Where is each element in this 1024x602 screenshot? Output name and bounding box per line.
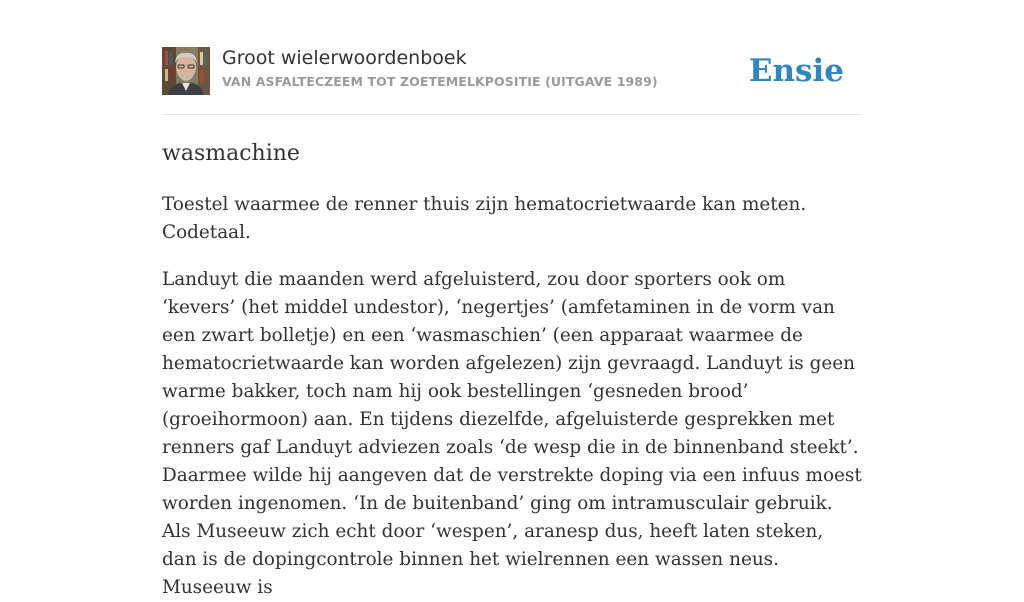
entry-definition: Toestel waarmee de renner thuis zijn hematocrietwaarde kan meten. Codetaal.: [162, 194, 807, 243]
book-header: [162, 46, 862, 115]
author-avatar[interactable]: [162, 47, 210, 95]
ensie-logo-link[interactable]: Ensie: [748, 53, 844, 89]
entry-word: wasmachine: [162, 141, 300, 166]
book-title[interactable]: Groot wielerwoordenboek: [222, 47, 467, 69]
entry-quote: Landuyt die maanden werd afgeluisterd, zou door sporters ook om ‘kevers’ (het middel undestor), ‘negertjes’ (amfetaminen in de vorm van een zwart bolletje) en een ‘wasmaschien’ (een apparaat waarmee de hematocrietwaarde kan worden afgelezen) zijn gevraagd. Landuyt is geen warme bakker, toch nam hij ook bestellingen ‘gesneden brood’ (groeihormoon) aan. En tijdens diezelfde, afgeluisterde gesprekken met renners gaf Landuyt adviezen zoals ‘de wesp die in de binnenband steekt’. Daarmee wilde hij aangeven dat de verstrekte doping via een infuus moest worden ingenomen. ‘In de buitenband’ ging om intramusculair gebruik. Als Museeuw zich echt door ‘wespen’, aranesp dus, heeft laten steken, dan is de dopingcontrole binnen het wielrennen een wassen neus. Museeuw is: [162, 269, 862, 598]
author-portrait-icon: [162, 47, 210, 95]
content-container: [162, 46, 862, 602]
book-subtitle: VAN ASFALTECZEEM TOT ZOETEMELKPOSITIE (UITGAVE 1989): [222, 74, 658, 89]
